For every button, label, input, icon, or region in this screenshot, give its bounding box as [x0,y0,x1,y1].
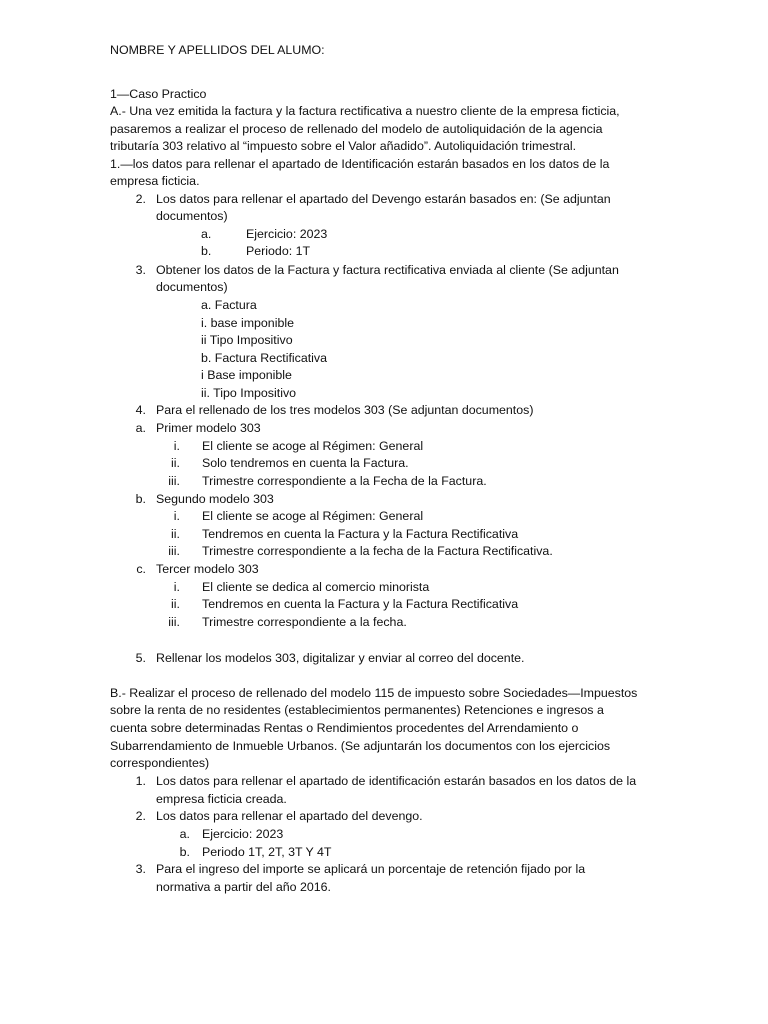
sublist-text: i Base imponible [201,368,292,382]
part-a-line-3: tributaría 303 relativo al “impuesto sobre el Valor añadido”. Autoliquidación trimestral. [110,139,577,153]
list-item-text: Para el rellenado de los tres modelos 303 (Se adjuntan documentos) [156,403,534,417]
sublist-number: a. [179,827,190,841]
list-item-text: normativa a partir del año 2016. [156,880,331,894]
model-item-text: El cliente se dedica al comercio minorista [202,580,430,594]
sublist-number: a. [201,227,212,241]
part-a-line-5: empresa ficticia. [110,174,200,188]
sublist-text: Periodo: 1T [246,244,311,258]
list-item-text: Los datos para rellenar el apartado del devengo. [156,809,423,823]
model-item-text: Trimestre correspondiente a la fecha de la Factura Rectificativa. [202,544,553,558]
sublist-text: a. Factura [201,298,257,312]
roman-number: iii. [168,474,180,488]
sublist-text: ii. Tipo Impositivo [201,386,297,400]
roman-number: i. [173,439,180,453]
list-item-text: documentos) [156,209,228,223]
model-item-text: Tendremos en cuenta la Factura y la Factura Rectificativa [202,597,519,611]
model-item-text: Trimestre correspondiente a la fecha. [202,615,407,629]
part-a-line-2: pasaremos a realizar el proceso de rellenado del modelo de autoliquidación de la agencia [110,122,603,136]
part-b-line-2: sobre la renta de no residentes (establecimientos permanentes) Retenciones e ingresos a [110,703,604,717]
model-title: Tercer modelo 303 [156,562,259,576]
sublist-text: b. Factura Rectificativa [201,351,328,365]
list-number: 3. [135,263,146,277]
sublist-text: Ejercicio: 2023 [202,827,284,841]
list-item-text: Los datos para rellenar el apartado del Devengo estarán basados en: (Se adjuntan [156,192,611,206]
model-title: Segundo modelo 303 [156,492,274,506]
list-number: 3. [135,862,146,876]
model-item-text: Trimestre correspondiente a la Fecha de la Factura. [202,474,487,488]
sublist-number: b. [201,244,212,258]
list-number: 5. [135,651,146,665]
sublist-text: i. base imponible [201,316,294,330]
roman-number: ii. [171,456,180,470]
list-number: 2. [135,192,146,206]
list-number: 2. [135,809,146,823]
list-item-text: Rellenar los modelos 303, digitalizar y enviar al correo del docente. [156,651,525,665]
model-item-text: Solo tendremos en cuenta la Factura. [202,456,409,470]
list-item-text: Obtener los datos de la Factura y factura rectificativa enviada al cliente (Se adjuntan [156,263,619,277]
roman-number: iii. [168,544,180,558]
roman-number: iii. [168,615,180,629]
part-b-line-5: correspondientes) [110,756,210,770]
roman-number: i. [173,509,180,523]
list-item-text: Para el ingreso del importe se aplicará un porcentaje de retención fijado por la [156,862,586,876]
model-letter: a. [135,421,146,435]
model-item-text: Tendremos en cuenta la Factura y la Factura Rectificativa [202,527,519,541]
roman-number: i. [173,580,180,594]
part-b-line-4: Subarrendamiento de Inmueble Urbanos. (Se adjuntarán los documentos con los ejercicios [110,739,611,753]
roman-number: ii. [171,527,180,541]
sublist-number: b. [179,845,190,859]
list-item-text: documentos) [156,280,228,294]
part-a-line-4: 1.—los datos para rellenar el apartado de Identificación estarán basados en los datos de la [110,157,610,171]
sublist-text: Periodo 1T, 2T, 3T Y 4T [202,845,332,859]
model-item-text: El cliente se acoge al Régimen: General [202,439,424,453]
part-b-line-1: B.- Realizar el proceso de rellenado del modelo 115 de impuesto sobre Sociedades—Impuestos [110,686,638,700]
list-item-text: Los datos para rellenar el apartado de identificación estarán basados en los datos de la [156,774,637,788]
list-number: 1. [135,774,146,788]
sublist-text: ii Tipo Impositivo [201,333,293,347]
student-name-title: NOMBRE Y APELLIDOS DEL ALUMO: [110,43,325,57]
list-item-text: empresa ficticia creada. [156,792,287,806]
part-a-line-1: A.- Una vez emitida la factura y la factura rectificativa a nuestro cliente de la empresa ficticia, [110,104,620,118]
model-title: Primer modelo 303 [156,421,261,435]
model-letter: c. [136,562,146,576]
sublist-text: Ejercicio: 2023 [246,227,328,241]
case-heading: 1—Caso Practico [110,87,207,101]
part-b-line-3: cuenta sobre determinadas Rentas o Rendimientos procedentes del Arrendamiento o [110,721,579,735]
roman-number: ii. [171,597,180,611]
model-item-text: El cliente se acoge al Régimen: General [202,509,424,523]
model-letter: b. [135,492,146,506]
list-number: 4. [135,403,146,417]
